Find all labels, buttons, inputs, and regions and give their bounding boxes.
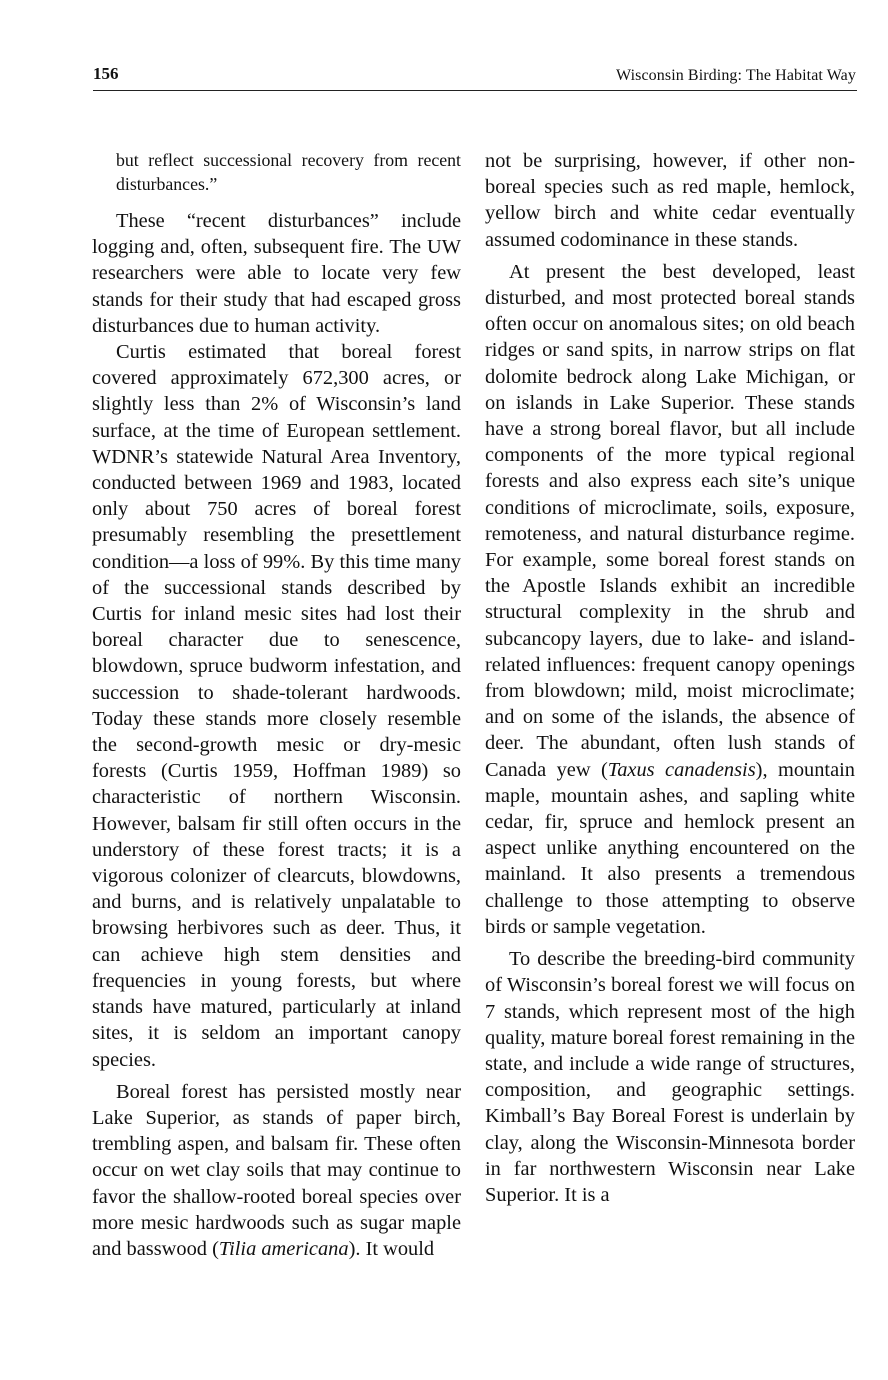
page-number: 156: [93, 64, 119, 83]
paragraph-curtis-estimate: Curtis estimated that boreal forest covered approximately 672,300 acres, or slightly less than 2% of Wisconsin’s land surface, at the time of European settlement. WDNR’s statewide Natural Area Inventory, conducted between 1969 and 1983, located only about 750 acres of boreal forest presumably resembling the presettlement condition—a loss of 99%. By this time many of the successional stands described by Curtis for inland mesic sites had lost their boreal character due to senescence, blowdown, spruce budworm infestation, and succession to shade-tolerant hardwoods. Today these stands more closely resemble the second-growth mesic or dry-mesic forests (Curtis 1959, Hoffman 1989) so characteristic of northern Wisconsin. However, balsam fir still often occurs in the understory of these forest tracts; it is a vigorous colonizer of clearcuts, blowdowns, and burns, and is relatively unpalatable to browsing herbivores such as deer. Thus, it can achieve high stem densities and frequencies in young forests, but where stands have matured, particularly at inland sites, it is seldom an important canopy species.: [92, 341, 461, 1071]
running-title: Wisconsin Birding: The Habitat Way: [616, 67, 856, 84]
paragraph-boreal-persisted: [92, 1079, 461, 1262]
species-name: Tilia americana: [218, 1237, 349, 1260]
species-name: Taxus canadensis: [607, 758, 756, 781]
text-span: ). It would: [348, 1237, 435, 1260]
paragraph-recent-disturbances: These “recent disturbances” include logging and, often, subsequent fire. The UW researchers were able to locate very few stands for their study that had escaped gross disturbances due to human activity.: [92, 210, 461, 337]
paragraph-best-developed: [485, 259, 855, 940]
right-column: [485, 148, 855, 1208]
text-span: At present the best developed, least disturbed, and most protected boreal stands often occur on anomalous sites; on old beach ridges or sand spits, in narrow strips on flat dolomite bedrock along Lake Michigan, or on islands in Lake Superior. These stands have a strong boreal flavor, but all include components of the more typical regional forests and also express each site’s unique conditions of microclimate, soils, exposure, remoteness, and natural disturbance regime. For example, some boreal forest stands on the Apostle Islands exhibit an incredible structural complexity in the shrub and subcancopy layers, due to lake- and island-related influences: frequent canopy openings from blowdown; mild, moist microclimate; and on some of the islands, the absence of deer. The abundant, often lush stands of Canada yew (: [485, 260, 855, 781]
text-span: ), mountain maple, mountain ashes, and sapling white cedar, fir, spruce and hemlock present an aspect unlike anything encountered on the mainland. It also presents a tremendous challenge to those attempting to observe birds or sample vegetation.: [485, 758, 855, 938]
text-span: Boreal forest has persisted mostly near Lake Superior, as stands of paper birch, trembling aspen, and balsam fir. These often occur on wet clay soils that may continue to favor the shallow-rooted boreal species over more mesic hardwoods such as sugar maple and basswood (: [92, 1080, 461, 1260]
paragraph-continuation: not be surprising, however, if other non-boreal species such as red maple, hemlock, yellow birch and white cedar eventually assumed codominance in these stands.: [485, 150, 855, 251]
paragraph-breeding-bird: To describe the breeding-bird community of Wisconsin’s boreal forest we will focus on 7 stands, which represent most of the high quality, mature boreal forest remaining in the state, and include a wide range of structures, composition, and geographic settings. Kimball’s Bay Boreal Forest is underlain by clay, along the Wisconsin-Minnesota border in far northwestern Wisconsin near Lake Superior. It is a: [485, 948, 855, 1206]
left-column: [92, 148, 461, 1262]
block-quote-end: but reflect successional recovery from recent disturbances.”: [116, 150, 461, 194]
page-header: [93, 62, 857, 91]
